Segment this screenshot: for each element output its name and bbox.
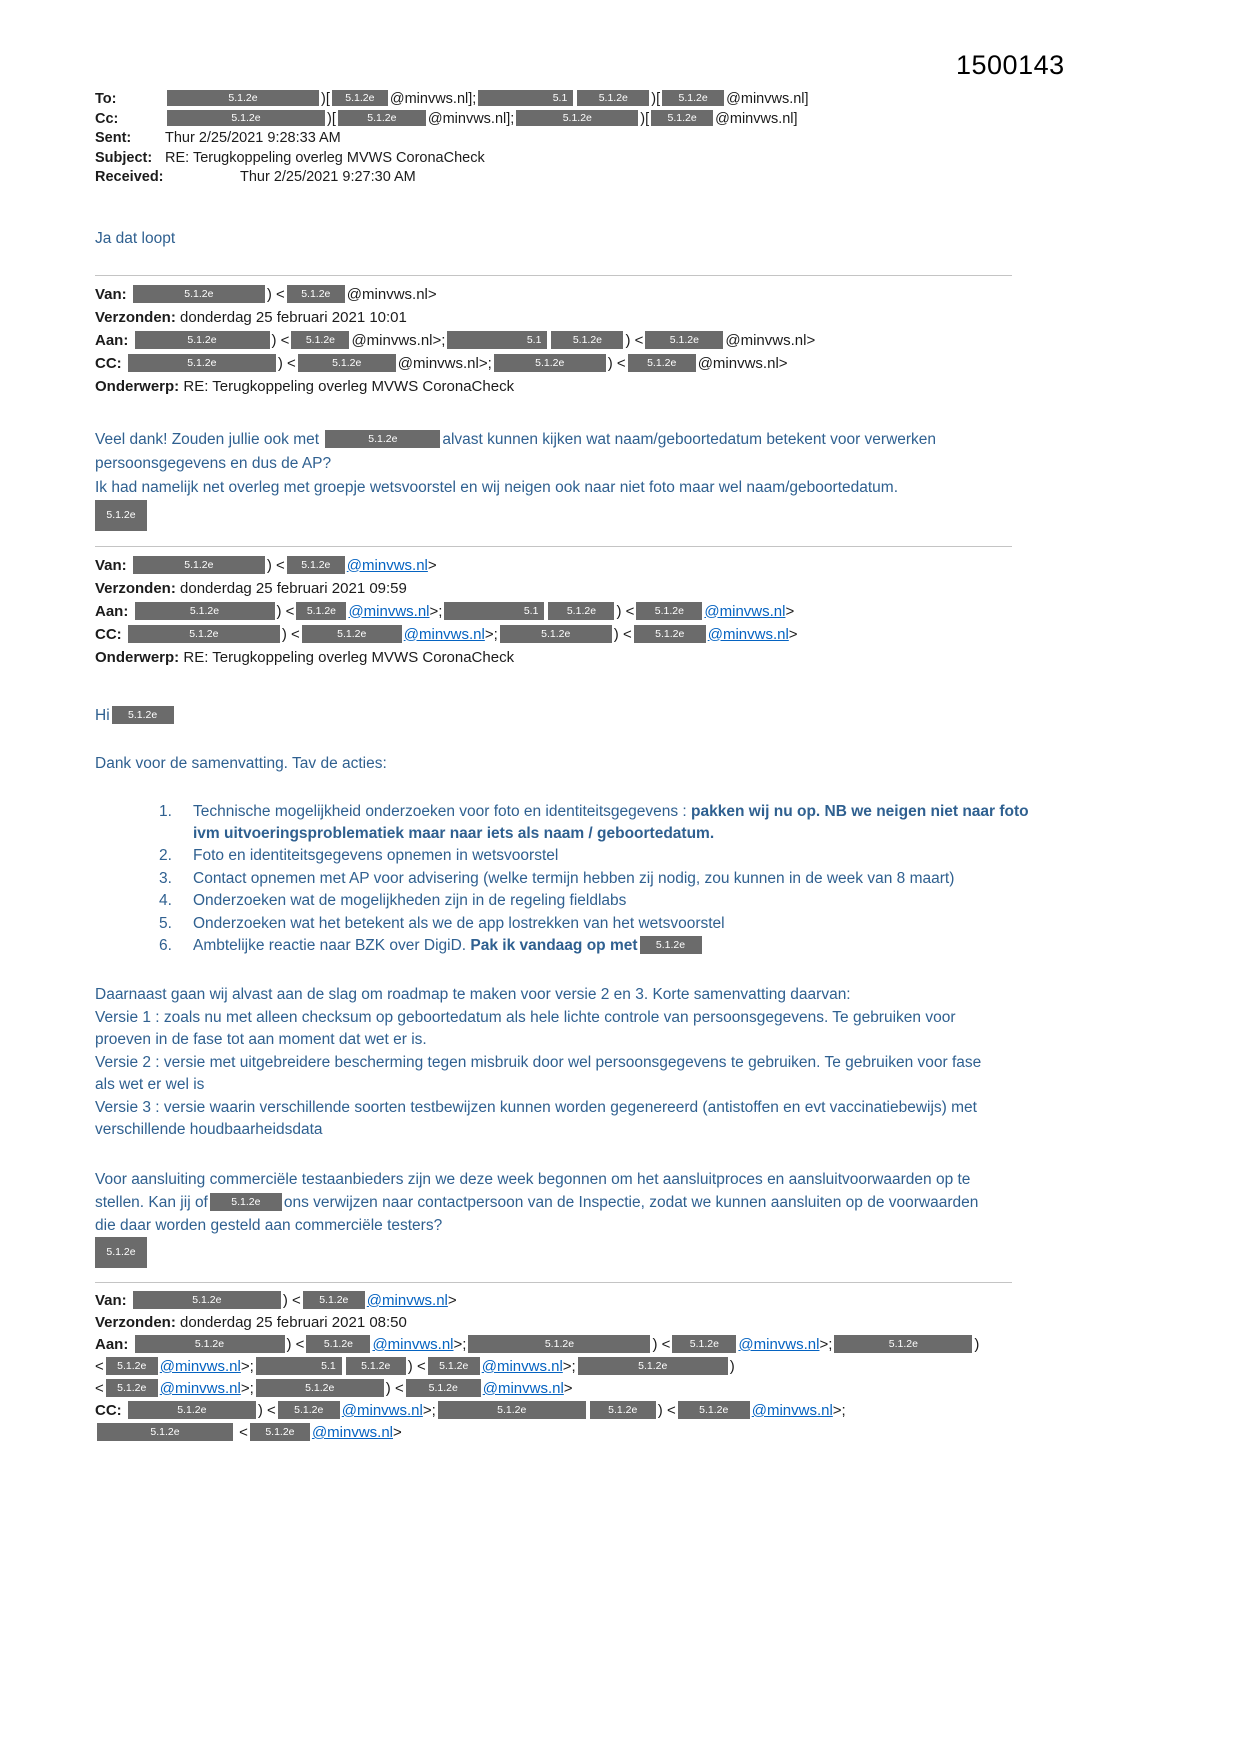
email-link[interactable]: @minvws.nl	[311, 1423, 394, 1441]
action-text	[193, 913, 1055, 935]
text-segment: ) <	[625, 331, 644, 349]
redaction-box: 5.1.2e	[112, 706, 174, 724]
text-line	[95, 1214, 1055, 1237]
text-segment: Technische mogelijkheid onderzoeken voor foto en identiteitsgegevens :	[193, 802, 692, 820]
text-segment: donderdag 25 februari 2021 09:59	[180, 579, 407, 597]
text-line	[95, 1334, 1055, 1356]
text-segment: ) <	[607, 354, 626, 372]
redaction-box: 5.1.2e	[578, 1357, 728, 1375]
email-link[interactable]: @minvws.nl	[403, 625, 485, 643]
header-row-cc	[95, 110, 1055, 130]
signature-redaction: 5.1.2e	[95, 500, 147, 531]
text-line	[95, 1052, 1055, 1075]
text-segment: ) <	[407, 1357, 426, 1375]
text-segment: @minvws.nl]	[715, 110, 798, 127]
header-row-sent	[95, 129, 1055, 149]
email-link[interactable]: @minvws.nl	[159, 1357, 241, 1375]
message2-header	[95, 554, 1055, 669]
mail-header	[95, 90, 1055, 188]
redaction-box: 5.1.2e	[548, 602, 614, 620]
text-line	[95, 646, 1055, 669]
text-segment: ) <	[266, 556, 285, 574]
text-line	[95, 1378, 1055, 1400]
redaction-box: 5.1.2e	[332, 90, 388, 106]
signature-redaction: 5.1.2e	[95, 1237, 147, 1268]
redaction-box: 5.1.2e	[662, 90, 724, 106]
text-line	[95, 1191, 1055, 1214]
redaction-box: 5.1.2e	[628, 354, 696, 372]
redaction-box: 5.1.2e	[135, 331, 270, 349]
redaction-box: 5.1.2e	[210, 1193, 282, 1211]
text-segment: <	[235, 1423, 248, 1441]
action-item	[95, 868, 1055, 890]
email-link[interactable]: @minvws.nl	[707, 625, 789, 643]
text-line	[95, 375, 1055, 398]
field-value	[165, 90, 809, 110]
action-number: 4.	[159, 892, 172, 910]
text-segment: Versie 3 : versie waarin verschillende soorten testbewijzen kunnen worden gegenereerd (antistoffen en evt vaccinatiebewijs) met	[95, 1098, 977, 1116]
text-segment: Versie 1 : zoals nu met alleen checksum op geboortedatum als hele lichte controle van persoonsgegevens. Te gebruiken voor	[95, 1008, 956, 1026]
text-segment: >;	[484, 625, 498, 643]
text-line	[193, 935, 1055, 957]
redaction-box: 5.1.2e	[256, 1379, 384, 1397]
text-segment: ) <	[271, 331, 290, 349]
text-segment: Ambtelijke reactie naar BZK over DigiD.	[193, 936, 471, 954]
text-segment: >;	[240, 1357, 254, 1375]
redaction-box: 5.1.2e	[325, 430, 440, 448]
text-segment: Daarnaast gaan wij alvast aan de slag om roadmap te maken voor versie 2 en 3. Korte samenvatting daarvan:	[95, 986, 851, 1004]
text-line	[95, 984, 1055, 1007]
text-segment: Onderzoeken wat de mogelijkheden zijn in de regeling fieldlabs	[193, 892, 627, 910]
redaction-box: 5.1.2e	[298, 354, 396, 372]
message-divider	[95, 546, 1012, 547]
redaction-box: 5.1.2e	[278, 1401, 340, 1419]
action-list	[95, 801, 1055, 958]
field-label: To:	[95, 91, 117, 107]
text-line	[95, 452, 1055, 476]
field-value	[165, 168, 416, 188]
text-segment: @minvws.nl];	[427, 110, 515, 127]
email-link[interactable]: @minvws.nl	[738, 1335, 820, 1353]
redaction-box: 5.1.2e	[167, 110, 325, 126]
redaction-box: 5.1	[478, 90, 573, 106]
redaction-box: 5.1.2e	[651, 110, 713, 126]
email-link[interactable]: @minvws.nl	[346, 556, 428, 574]
text-segment: pakken wij nu op. NB we neigen niet naar foto	[691, 802, 1029, 820]
text-segment: ) <	[282, 1291, 301, 1309]
redaction-box: 5.1.2e	[302, 625, 402, 643]
redaction-box: 5.1.2e	[97, 1423, 233, 1441]
redaction-box: 5.1.2e	[303, 1291, 365, 1309]
text-line	[95, 1007, 1055, 1030]
message1-body	[95, 428, 1055, 500]
text-segment: >	[563, 1379, 573, 1397]
redaction-box: 5.1	[444, 602, 544, 620]
text-segment: >	[447, 1291, 457, 1309]
text-segment: ivm uitvoeringsproblematiek maar naar iets als naam / geboortedatum.	[193, 824, 715, 842]
action-text	[193, 890, 1055, 912]
redaction-box: 5.1.2e	[636, 602, 702, 620]
text-segment: )	[729, 1357, 735, 1375]
text-segment: @minvws.nl>;	[351, 331, 446, 349]
text-segment: Ik had namelijk net overleg met groepje wetsvoorstel en wij neigen ook naar niet foto maar wel naam/geboortedatum.	[95, 478, 899, 496]
text-line	[95, 1097, 1055, 1120]
action-number: 2.	[159, 847, 172, 865]
field-value	[165, 129, 341, 149]
text-segment: >;	[453, 1335, 467, 1353]
redaction-box: 5.1.2e	[167, 90, 319, 106]
redaction-box: 5.1.2e	[106, 1379, 158, 1397]
redaction-box: 5.1.2e	[438, 1401, 586, 1419]
redaction-box: 5.1.2e	[133, 285, 265, 303]
message2-intro	[95, 753, 1055, 775]
message3-header	[95, 1290, 1055, 1444]
text-segment: Hi	[95, 706, 110, 724]
redaction-box: 5.1.2e	[128, 1401, 256, 1419]
text-segment: Aan:	[95, 331, 133, 349]
text-segment: ) <	[286, 1335, 305, 1353]
text-segment: alvast kunnen kijken wat naam/geboortedatum betekent voor verwerken	[442, 430, 937, 448]
message1-header	[95, 283, 1055, 398]
text-line	[95, 623, 1055, 646]
action-text	[193, 935, 1055, 957]
text-line	[95, 1356, 1055, 1378]
redaction-box: 5.1.2e	[135, 1335, 285, 1353]
text-line	[95, 1119, 1055, 1142]
text-segment: >	[785, 602, 795, 620]
text-line	[95, 1422, 1055, 1444]
text-segment: die daar worden gesteld aan commerciële testers?	[95, 1216, 443, 1234]
field-label: Received:	[95, 169, 164, 185]
text-line	[95, 1290, 1055, 1312]
text-segment: Onderwerp:	[95, 377, 184, 395]
text-segment: >;	[819, 1335, 833, 1353]
action-number: 6.	[159, 936, 172, 954]
text-segment: Onderwerp:	[95, 648, 184, 666]
text-segment: ) <	[277, 354, 296, 372]
action-item	[95, 801, 1055, 846]
email-link[interactable]: @minvws.nl	[159, 1379, 241, 1397]
redaction-box: 5.1.2e	[468, 1335, 650, 1353]
text-segment: @minvws.nl>	[725, 331, 816, 349]
redaction-box: 5.1.2e	[640, 936, 702, 954]
action-text	[193, 868, 1055, 890]
redaction-box: 5.1.2e	[551, 331, 623, 349]
text-segment: ) <	[385, 1379, 404, 1397]
reply-note: Ja dat loopt	[95, 229, 176, 247]
text-segment: <	[95, 1379, 104, 1397]
text-segment: @minvws.nl>	[346, 285, 437, 303]
header-row-received	[95, 168, 1055, 188]
email-document	[95, 90, 1055, 1444]
text-segment: )[	[327, 110, 336, 127]
text-segment: Veel dank! Zouden jullie ook met	[95, 430, 324, 448]
text-segment: Pak ik vandaag op met	[470, 936, 638, 954]
text-segment: RE: Terugkoppeling overleg MVWS CoronaCheck	[183, 648, 515, 666]
action-text	[193, 845, 1055, 867]
action-number: 1.	[159, 802, 172, 820]
action-item	[95, 935, 1055, 957]
text-segment: CC:	[95, 1401, 126, 1419]
text-segment: Aan:	[95, 602, 133, 620]
redaction-box: 5.1.2e	[338, 110, 426, 126]
text-segment: >	[788, 625, 798, 643]
text-segment: proeven in de fase tot aan moment dat wet er is.	[95, 1031, 427, 1049]
action-number: 5.	[159, 914, 172, 932]
email-link[interactable]: @minvws.nl	[341, 1401, 423, 1419]
text-segment: )	[974, 1335, 980, 1353]
text-segment: >;	[832, 1401, 846, 1419]
email-link[interactable]: @minvws.nl	[482, 1379, 564, 1397]
redaction-box: 5.1.2e	[590, 1401, 656, 1419]
text-segment: persoonsgegevens en dus de AP?	[95, 454, 332, 472]
text-segment: Verzonden:	[95, 1313, 181, 1331]
text-line	[95, 577, 1055, 600]
text-segment: ) <	[257, 1401, 276, 1419]
field-value	[165, 110, 798, 130]
text-segment: ) <	[616, 602, 635, 620]
redaction-box: 5.1.2e	[645, 331, 723, 349]
redaction-box: 5.1.2e	[834, 1335, 972, 1353]
redaction-box: 5.1.2e	[577, 90, 649, 106]
text-segment: ons verwijzen naar contactpersoon van de Inspectie, zodat we kunnen aansluiten op de voorwaarden	[283, 1193, 979, 1211]
text-segment: >	[393, 1423, 402, 1441]
text-segment: Foto en identiteitsgegevens opnemen in wetsvoorstel	[193, 847, 559, 865]
redaction-box: 5.1.2e	[135, 602, 275, 620]
text-line	[95, 1168, 1055, 1191]
text-line	[193, 890, 1055, 912]
email-link[interactable]: @minvws.nl	[481, 1357, 563, 1375]
message2-closing	[95, 1168, 1055, 1237]
text-line	[95, 352, 1055, 375]
email-link[interactable]: @minvws.nl	[704, 602, 786, 620]
text-segment: @minvws.nl]	[726, 91, 809, 107]
redaction-box: 5.1.2e	[128, 625, 280, 643]
header-row-to	[95, 90, 1055, 110]
message2-roadmap	[95, 984, 1055, 1142]
text-segment: verschillende houdbaarheidsdata	[95, 1121, 323, 1139]
text-segment: @minvws.nl>;	[397, 354, 492, 372]
redaction-box: 5.1.2e	[406, 1379, 481, 1397]
field-label: Sent:	[95, 130, 132, 146]
email-link[interactable]: @minvws.nl	[348, 602, 430, 620]
header-row-subject	[95, 149, 1055, 169]
redaction-box: 5.1.2e	[128, 354, 276, 372]
text-segment: Contact opnemen met AP voor advisering (welke termijn hebben zij nodig, zou kunnen in de week van 8 maart)	[193, 869, 955, 887]
redaction-box: 5.1.2e	[106, 1357, 158, 1375]
text-line	[95, 329, 1055, 352]
text-segment: >;	[240, 1379, 254, 1397]
text-segment: Aan:	[95, 1335, 133, 1353]
text-segment: )[	[651, 91, 661, 107]
text-line	[95, 283, 1055, 306]
redaction-box: 5.1.2e	[346, 1357, 406, 1375]
text-segment: Onderzoeken wat het betekent als we de app lostrekken van het wetsvoorstel	[193, 914, 725, 932]
redaction-box: 5.1.2e	[306, 1335, 370, 1353]
text-segment: >;	[422, 1401, 436, 1419]
text-segment: Versie 2 : versie met uitgebreidere bescherming tegen misbruik door wel persoonsgegevens te gebruiken. Te gebruiken voor fase	[95, 1053, 982, 1071]
action-number: 3.	[159, 869, 172, 887]
text-segment: )[	[321, 91, 330, 107]
text-segment: <	[95, 1357, 104, 1375]
text-line	[193, 845, 1055, 867]
text-line	[95, 306, 1055, 329]
redaction-box: 5.1.2e	[287, 285, 345, 303]
text-segment: Voor aansluiting commerciële testaanbieders zijn we deze week begonnen om het aansluitproces en aansluitvoorwaarden op te	[95, 1170, 971, 1188]
redaction-box: 5.1	[447, 331, 547, 349]
message-divider	[95, 275, 1012, 276]
text-line	[193, 801, 1055, 823]
email-link[interactable]: @minvws.nl	[751, 1401, 833, 1419]
text-segment: stellen. Kan jij of	[95, 1193, 208, 1211]
redaction-box: 5.1.2e	[428, 1357, 480, 1375]
text-segment: Verzonden:	[95, 579, 181, 597]
action-text	[193, 801, 1055, 846]
text-segment: Van:	[95, 285, 131, 303]
redaction-box: 5.1.2e	[634, 625, 706, 643]
text-line	[95, 1029, 1055, 1052]
message-divider	[95, 1282, 1012, 1283]
text-segment: @minvws.nl];	[389, 91, 477, 107]
text-segment: ) <	[276, 602, 295, 620]
text-segment: RE: Terugkoppeling overleg MVWS CoronaCheck	[165, 149, 485, 166]
redaction-box: 5.1.2e	[494, 354, 606, 372]
text-segment: >;	[562, 1357, 576, 1375]
text-segment: CC:	[95, 625, 126, 643]
text-line	[95, 428, 1055, 452]
redaction-box: 5.1.2e	[672, 1335, 736, 1353]
message2-greeting	[95, 705, 1055, 727]
text-line	[95, 1074, 1055, 1097]
text-segment: ) <	[613, 625, 632, 643]
field-label: Subject:	[95, 149, 153, 166]
text-segment: donderdag 25 februari 2021 10:01	[180, 308, 407, 326]
text-segment: RE: Terugkoppeling overleg MVWS CoronaCheck	[183, 377, 515, 395]
document-number: 1500143	[956, 50, 1065, 80]
text-line	[95, 1312, 1055, 1334]
text-line	[193, 868, 1055, 890]
redaction-box: 5.1.2e	[287, 556, 345, 574]
field-label: Cc:	[95, 110, 119, 127]
text-segment: ) <	[652, 1335, 671, 1353]
text-line	[95, 554, 1055, 577]
text-line	[95, 1400, 1055, 1422]
text-line	[95, 600, 1055, 623]
text-segment: >;	[429, 602, 443, 620]
redaction-box: 5.1.2e	[250, 1423, 310, 1441]
text-segment: Thur 2/25/2021 9:28:33 AM	[165, 130, 341, 146]
text-segment: als wet er wel is	[95, 1076, 205, 1094]
text-segment: Thur 2/25/2021 9:27:30 AM	[240, 169, 416, 185]
text-segment: )[	[640, 110, 650, 127]
text-segment: @minvws.nl>	[697, 354, 788, 372]
text-segment: ) <	[281, 625, 300, 643]
redaction-box: 5.1.2e	[133, 1291, 281, 1309]
email-link[interactable]: @minvws.nl	[372, 1335, 454, 1353]
redaction-box: 5.1	[256, 1357, 342, 1375]
text-segment: Dank voor de samenvatting. Tav de acties:	[95, 754, 387, 772]
text-segment: CC:	[95, 354, 126, 372]
text-segment: ) <	[657, 1401, 676, 1419]
text-line	[95, 476, 1055, 500]
text-line	[193, 913, 1055, 935]
text-segment: donderdag 25 februari 2021 08:50	[180, 1313, 407, 1331]
action-item	[95, 845, 1055, 867]
redaction-box: 5.1.2e	[296, 602, 346, 620]
redaction-box: 5.1.2e	[133, 556, 265, 574]
redaction-box: 5.1.2e	[678, 1401, 750, 1419]
text-segment: ) <	[266, 285, 285, 303]
redaction-box: 5.1.2e	[516, 110, 638, 126]
email-link[interactable]: @minvws.nl	[366, 1291, 448, 1309]
redaction-box: 5.1.2e	[291, 331, 349, 349]
text-segment: Verzonden:	[95, 308, 181, 326]
field-value	[165, 149, 485, 169]
text-segment: >	[427, 556, 437, 574]
text-line	[193, 823, 1055, 845]
redaction-box: 5.1.2e	[500, 625, 612, 643]
text-segment: Van:	[95, 556, 131, 574]
action-item	[95, 890, 1055, 912]
text-segment: Van:	[95, 1291, 131, 1309]
action-item	[95, 913, 1055, 935]
